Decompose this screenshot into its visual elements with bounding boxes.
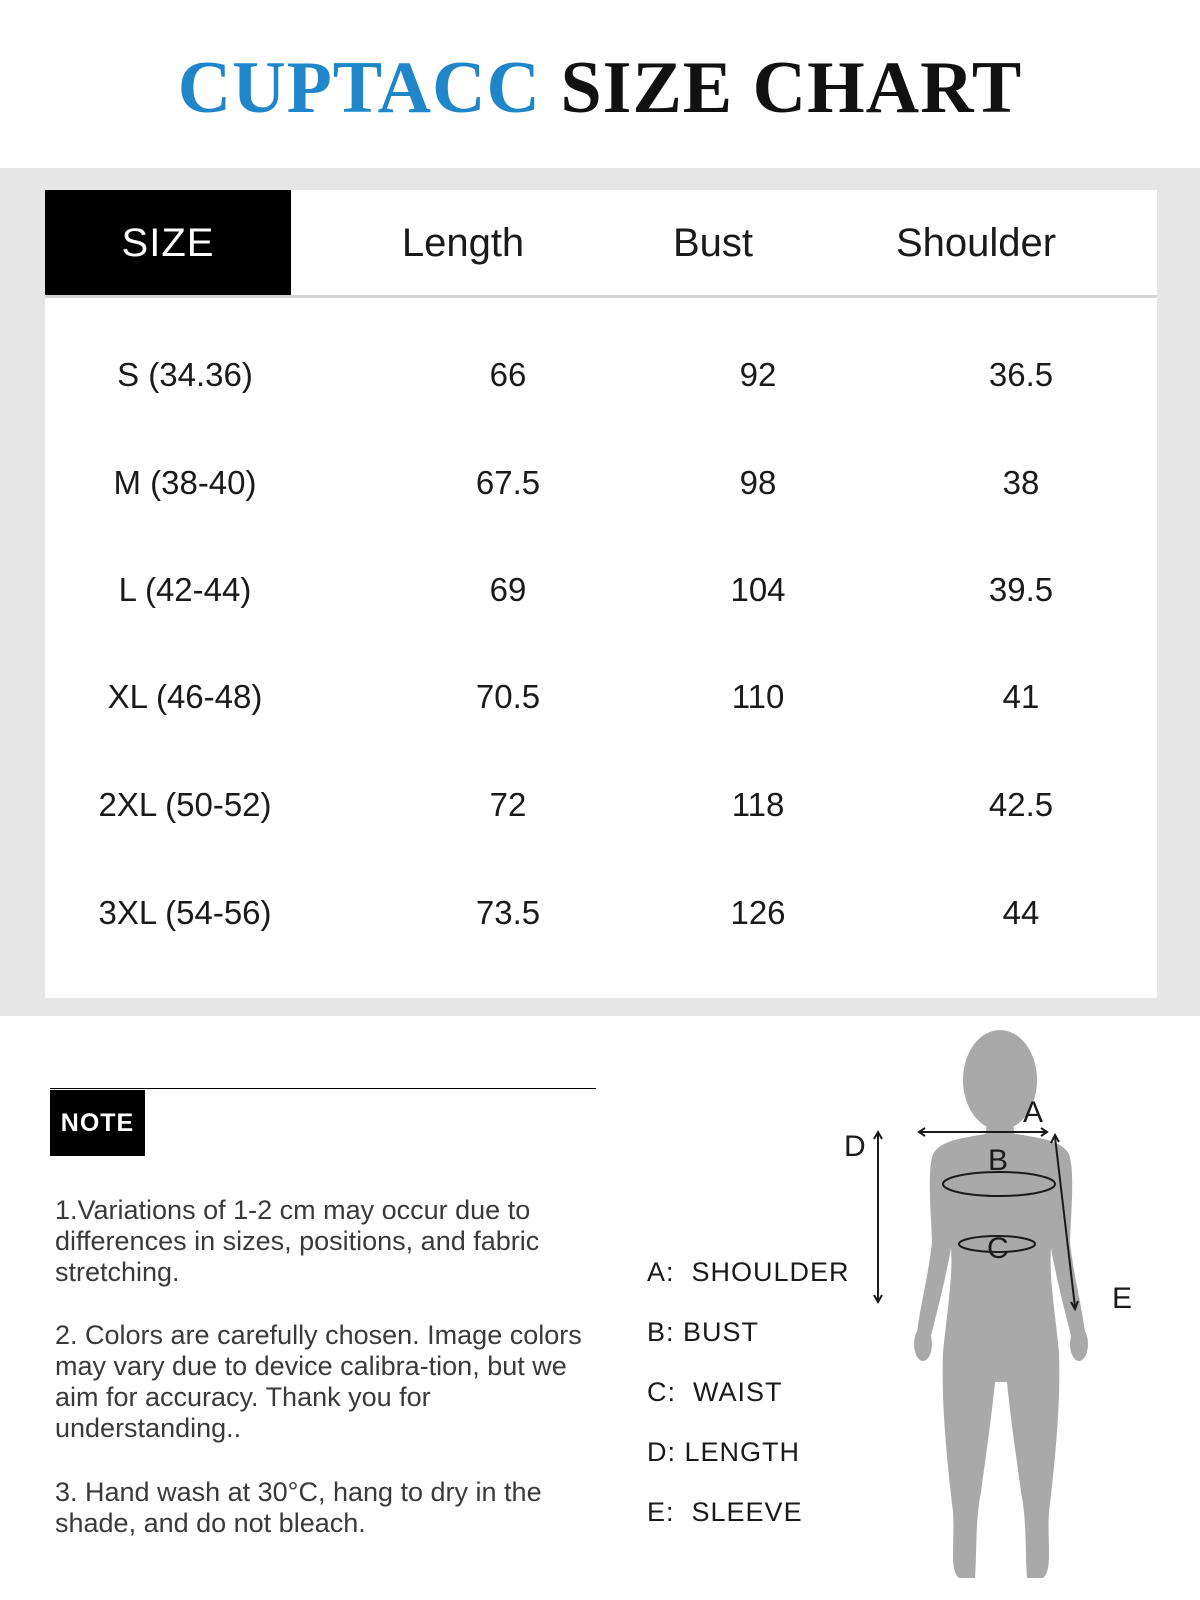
shoulder-cell: 36.5: [988, 356, 1054, 393]
label-c: C: [987, 1232, 1009, 1265]
legend-waist: C: WAIST: [647, 1377, 783, 1407]
header-shoulder: Shoulder: [895, 220, 1057, 265]
length-cell: 66: [489, 356, 527, 393]
table-row: [45, 536, 1157, 644]
table-row: [45, 643, 1157, 751]
header-divider: [45, 295, 1157, 298]
label-e: E: [1112, 1282, 1133, 1315]
legend-length: D: LENGTH: [647, 1437, 801, 1467]
length-cell: 72: [489, 786, 527, 823]
title-text: SIZE CHART: [560, 47, 1023, 129]
size-cell: XL (46-48): [107, 678, 263, 715]
page-title: [0, 46, 1200, 131]
bust-cell: 98: [739, 464, 777, 501]
bust-cell: 104: [730, 571, 786, 608]
note-rule: [50, 1088, 596, 1089]
note-item-2: 2. Colors are carefully chosen. Image colors may vary due to device calibra-tion, but we aim for accuracy. Thank you for understanding..: [55, 1320, 582, 1443]
shoulder-cell: 42.5: [988, 786, 1054, 823]
length-cell: 69: [489, 571, 527, 608]
table-row: [45, 429, 1157, 537]
size-cell: S (34.36): [117, 356, 253, 393]
label-d: D: [844, 1130, 866, 1163]
note-item-3: 3. Hand wash at 30°C, hang to dry in the shade, and do not bleach.: [55, 1477, 542, 1538]
bust-cell: 110: [731, 678, 785, 715]
header-size: SIZE: [45, 190, 291, 296]
legend-sleeve: E: SLEEVE: [647, 1497, 803, 1527]
legend-shoulder: A: SHOULDER: [647, 1257, 850, 1287]
note-item-1: 1.Variations of 1-2 cm may occur due to differences in sizes, positions, and fabric stretching.: [55, 1195, 540, 1287]
size-cell: 2XL (50-52): [98, 786, 272, 823]
size-cell: L (42-44): [118, 571, 252, 608]
table-row: [45, 751, 1157, 859]
size-cell: 3XL (54-56): [98, 894, 272, 931]
length-cell: 70.5: [475, 678, 541, 715]
table-row: [45, 321, 1157, 429]
length-cell: 67.5: [475, 464, 541, 501]
table-row: [45, 859, 1157, 967]
body-silhouette-icon: [914, 1030, 1088, 1578]
note-label: NOTE: [50, 1090, 145, 1156]
bust-cell: 118: [731, 786, 785, 823]
shoulder-cell: 41: [1002, 678, 1040, 715]
shoulder-cell: 44: [1002, 894, 1040, 931]
bust-cell: 92: [739, 356, 777, 393]
label-b: B: [988, 1144, 1009, 1177]
shoulder-cell: 38: [1002, 464, 1040, 501]
size-cell: M (38-40): [113, 464, 257, 501]
label-a: A: [1023, 1096, 1044, 1129]
header-bust: Bust: [672, 220, 754, 265]
length-cell: 73.5: [475, 894, 541, 931]
body-figure: [835, 1022, 1155, 1600]
header-length: Length: [401, 220, 525, 265]
legend-bust: B: BUST: [647, 1317, 760, 1347]
bust-cell: 126: [730, 894, 786, 931]
shoulder-cell: 39.5: [988, 571, 1054, 608]
brand-name: CUPTACC: [177, 47, 541, 129]
